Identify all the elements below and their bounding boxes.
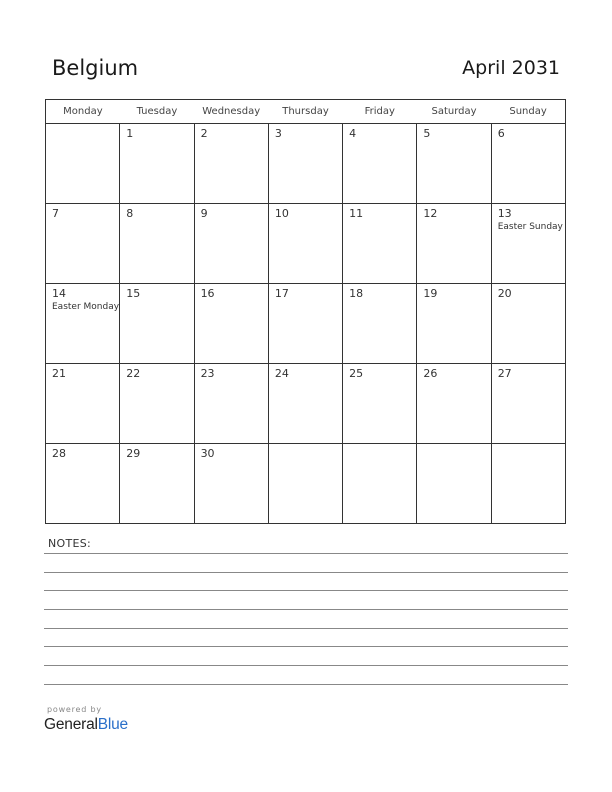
day-cell-holiday — [46, 284, 120, 364]
day-number: 28 — [52, 447, 66, 460]
day-number: 25 — [349, 367, 364, 380]
day-number: 5 — [423, 127, 431, 140]
day-number: 26 — [423, 367, 438, 380]
day-number: 18 — [349, 287, 364, 300]
note-line — [44, 628, 568, 629]
note-line — [44, 572, 568, 573]
weekday-thursday: Thursday — [268, 100, 342, 124]
day-number: 16 — [200, 287, 215, 300]
holiday-label: Easter Monday — [52, 302, 120, 312]
calendar-grid — [45, 99, 566, 524]
day-cell — [120, 444, 194, 524]
holiday-label: Easter Sunday — [497, 222, 563, 232]
note-line — [44, 553, 568, 554]
day-cell — [491, 284, 565, 364]
day-cell — [268, 444, 342, 524]
day-cell-holiday — [491, 204, 565, 284]
day-number: 22 — [126, 367, 141, 380]
day-cell — [417, 364, 491, 444]
day-number: 3 — [274, 127, 282, 140]
day-cell — [343, 204, 417, 284]
day-number: 30 — [200, 447, 215, 460]
notes-label: NOTES: — [48, 537, 92, 550]
weekday-header-row — [46, 100, 566, 124]
weekday-wednesday: Wednesday — [194, 100, 268, 124]
day-cell — [268, 284, 342, 364]
week-row — [46, 124, 566, 204]
day-number: 29 — [126, 447, 141, 460]
day-number: 27 — [497, 367, 512, 380]
day-number: 17 — [274, 287, 289, 300]
weekday-monday: Monday — [46, 100, 120, 124]
note-line — [44, 665, 568, 666]
day-cell — [194, 204, 268, 284]
day-cell — [46, 364, 120, 444]
week-row — [46, 444, 566, 524]
day-number: 24 — [274, 367, 289, 380]
day-cell — [491, 124, 565, 204]
country-title: Belgium — [52, 56, 139, 80]
day-number: 20 — [497, 287, 512, 300]
day-cell — [120, 204, 194, 284]
day-cell — [194, 284, 268, 364]
day-cell — [46, 124, 120, 204]
day-number: 4 — [349, 127, 357, 140]
day-number: 2 — [200, 127, 208, 140]
day-number: 23 — [200, 367, 215, 380]
generalblue-logo[interactable] — [44, 716, 128, 734]
week-row — [46, 364, 566, 444]
day-cell — [417, 204, 491, 284]
day-number: 8 — [126, 207, 134, 220]
day-cell — [194, 364, 268, 444]
day-cell — [343, 124, 417, 204]
note-line — [44, 609, 568, 610]
day-cell — [46, 204, 120, 284]
weekday-friday: Friday — [343, 100, 417, 124]
note-line — [44, 646, 568, 647]
day-number: 7 — [52, 207, 59, 220]
brand-general: General — [44, 716, 98, 733]
day-cell — [194, 124, 268, 204]
day-number: 9 — [200, 207, 208, 220]
note-line — [44, 684, 568, 685]
day-cell — [343, 444, 417, 524]
day-cell — [417, 284, 491, 364]
day-cell — [120, 284, 194, 364]
day-cell — [343, 284, 417, 364]
day-cell — [120, 124, 194, 204]
weekday-tuesday: Tuesday — [120, 100, 194, 124]
week-row — [46, 204, 566, 284]
day-number: 11 — [349, 207, 364, 220]
day-number: 19 — [423, 287, 438, 300]
weekday-sunday: Sunday — [491, 100, 565, 124]
month-title: April 2031 — [462, 57, 560, 79]
day-cell — [343, 364, 417, 444]
day-cell — [417, 444, 491, 524]
day-cell — [268, 364, 342, 444]
brand-blue: Blue — [97, 716, 128, 733]
day-cell — [268, 124, 342, 204]
day-cell — [268, 204, 342, 284]
day-cell — [46, 444, 120, 524]
weekday-saturday: Saturday — [417, 100, 491, 124]
day-number: 10 — [274, 207, 289, 220]
day-number: 1 — [126, 127, 134, 140]
day-cell — [120, 364, 194, 444]
powered-by-text: powered by — [47, 705, 102, 714]
day-number: 6 — [497, 127, 505, 140]
day-number: 15 — [126, 287, 141, 300]
day-cell — [417, 124, 491, 204]
day-number: 21 — [52, 367, 66, 380]
week-row — [46, 284, 566, 364]
day-cell — [491, 364, 565, 444]
day-cell — [194, 444, 268, 524]
day-number: 12 — [423, 207, 438, 220]
note-line — [44, 590, 568, 591]
day-number: 13 — [497, 207, 512, 220]
day-cell — [491, 444, 565, 524]
day-number: 14 — [52, 287, 66, 300]
